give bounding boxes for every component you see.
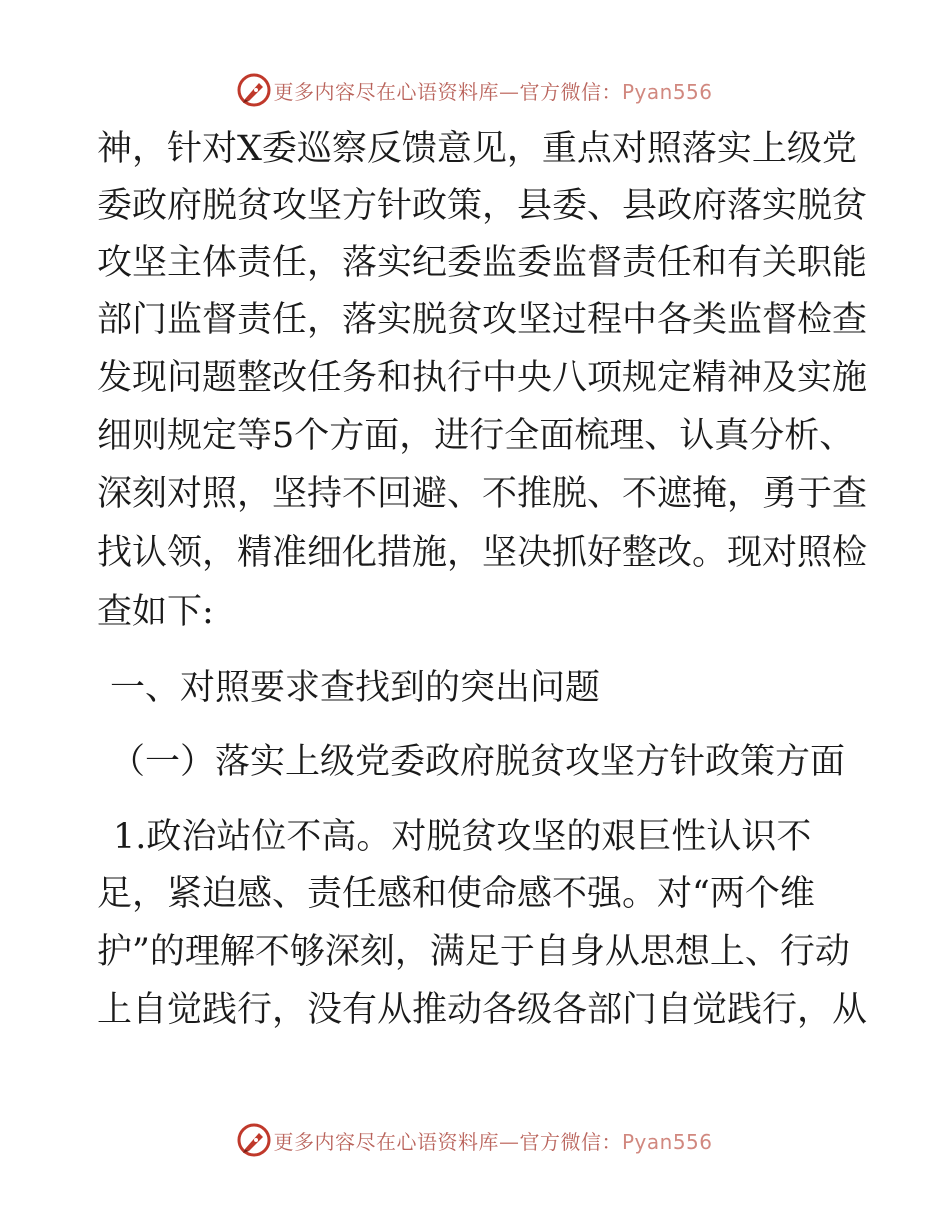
body-line: 神，针对X委巡察反馈意见，重点对照落实上级党 <box>97 129 857 169</box>
watermark-text: 更多内容尽在心语资料库 <box>273 79 499 104</box>
body-line: 找认领，精准细化措施，坚决抓好整改。现对照检 <box>97 533 868 573</box>
watermark-separator: — <box>498 79 520 104</box>
watermark-header <box>0 70 950 110</box>
paragraph-line: 护”的理解不够深刻，满足于自身从思想上、行动 <box>97 932 850 972</box>
pen-logo-icon <box>237 73 271 107</box>
pen-logo-icon <box>237 1123 271 1157</box>
watermark-suffix: 官方微信： <box>519 1129 622 1154</box>
section-heading-1: 一、对照要求查找到的突出问题 <box>110 668 601 708</box>
watermark-text-group <box>273 1126 712 1155</box>
body-line: 发现问题整改任务和执行中央八项规定精神及实施 <box>97 358 868 398</box>
body-line: 查如下: <box>97 592 214 632</box>
body-line: 细则规定等5个方面，进行全面梳理、认真分析、 <box>97 416 855 456</box>
watermark-suffix: 官方微信： <box>519 79 622 104</box>
watermark-footer <box>0 1120 950 1160</box>
body-line: 攻坚主体责任，落实纪委监委监督责任和有关职能 <box>97 243 868 283</box>
body-line: 深刻对照，坚持不回避、不推脱、不遮掩，勇于查 <box>97 474 868 514</box>
paragraph-line: 足，紧迫感、责任感和使命感不强。对“两个维 <box>97 874 815 914</box>
watermark-id: Pyan556 <box>621 79 713 104</box>
watermark-text-group <box>273 76 712 105</box>
body-line: 委政府脱贫攻坚方针政策，县委、县政府落实脱贫 <box>97 186 868 226</box>
watermark-separator: — <box>498 1129 520 1154</box>
body-line: 部门监督责任，落实脱贫攻坚过程中各类监督检查 <box>97 300 868 340</box>
watermark-id: Pyan556 <box>621 1129 713 1154</box>
watermark-text: 更多内容尽在心语资料库 <box>273 1129 499 1154</box>
paragraph-line: 1.政治站位不高。对脱贫攻坚的艰巨性认识不 <box>113 817 812 857</box>
section-heading-2: （一）落实上级党委政府脱贫攻坚方针政策方面 <box>110 742 846 782</box>
paragraph-line: 上自觉践行，没有从推动各级各部门自觉践行，从 <box>97 990 868 1030</box>
